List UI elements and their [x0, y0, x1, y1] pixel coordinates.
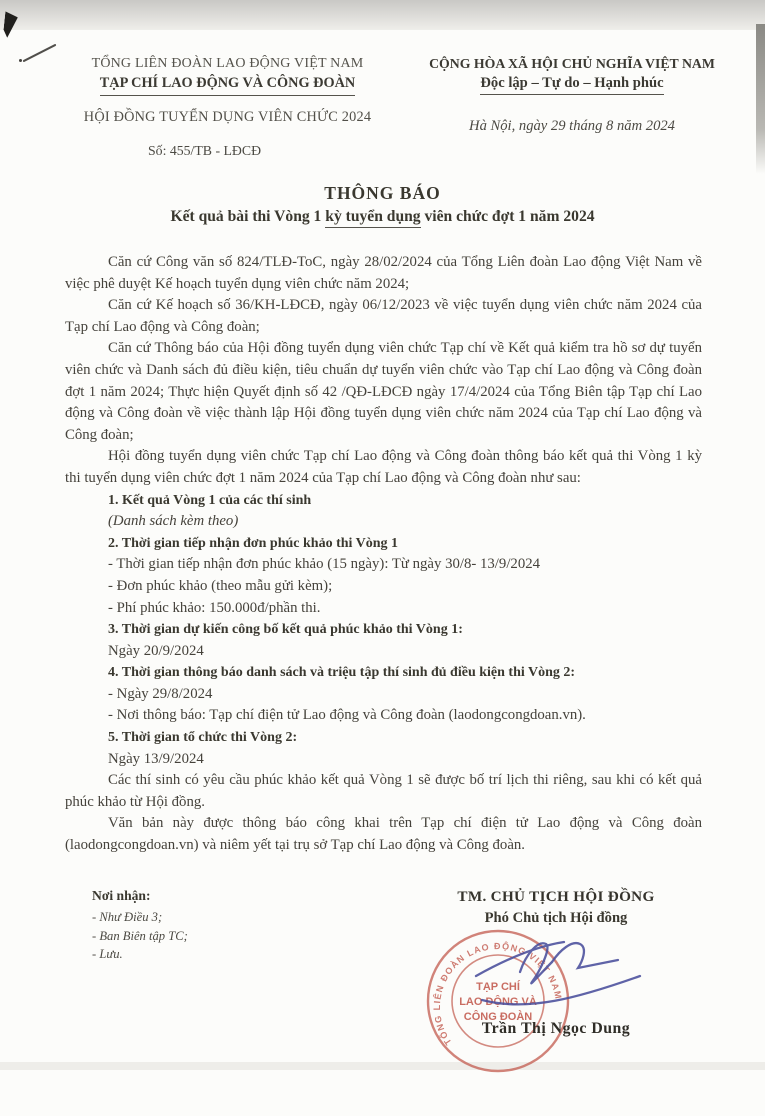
recipients-label: Nơi nhận:	[92, 888, 151, 903]
signer-name: Trần Thị Ngọc Dung	[481, 1020, 631, 1037]
national-title: CỘNG HÒA XÃ HỘI CHỦ NGHĨA VIỆT NAM	[429, 56, 715, 71]
paragraph-basis-3: Căn cứ Thông báo của Hội đồng tuyển dụng viên chức Tạp chí về Kết quả kiểm tra hồ sơ dự tuyển viên chức và Danh sách đủ điều kiện, tiêu chuẩn dự tuyển viên chức vào Tạp chí Lao động và Công đoàn đợt 1 năm 2024; Thực hiện Quyết định số 42 /QĐ-LĐCĐ ngày 17/4/2024 của Tổng Biên tập Tạp chí Lao động và Công đoàn về việc thành lập Hội đồng tuyển dụng viên chức năm 2024 của Tạp chí Lao động và Công đoàn;	[65, 340, 702, 443]
stamp-center-line-1: TẠP CHÍ	[476, 981, 520, 993]
recipient-item: - Như Điều 3;	[92, 910, 163, 924]
paragraph-basis-2: Căn cứ Kế hoạch số 36/KH-LĐCĐ, ngày 06/12/2023 về việc tuyển dụng viên chức năm 2024 của Tạp chí Lao động và Công đoàn;	[65, 297, 702, 335]
document-number: Số: 455/TB - LĐCĐ	[148, 143, 262, 158]
national-motto: Độc lập – Tự do – Hạnh phúc	[480, 75, 663, 95]
section-4-item-1: - Ngày 29/8/2024	[108, 685, 213, 702]
stamp-ring-text: TỔNG LIÊN ĐOÀN LAO ĐỘNG VIỆT NAM	[431, 941, 564, 1047]
section-5-heading: 5. Thời gian tổ chức thi Vòng 2:	[108, 730, 298, 746]
paragraph-announcement: Hội đồng tuyển dụng viên chức Tạp chí Lao động và Công đoàn thông báo kết quả thi Vòng 1 kỳ thi tuyển dụng viên chức đợt 1 năm 2024 của Tạp chí Lao động và Công đoàn như sau:	[65, 448, 702, 486]
stamp-center-line-2: LAO ĐỘNG VÀ	[459, 996, 537, 1008]
paragraph-basis-1: Căn cứ Công văn số 824/TLĐ-ToC, ngày 28/02/2024 của Tổng Liên đoàn Lao động Việt Nam về việc phê duyệt Kế hoạch tuyển dụng viên chức năm 2024;	[65, 254, 702, 292]
section-3-date: Ngày 20/9/2024	[108, 642, 204, 659]
stamp-center-line-3: CÔNG ĐOÀN	[463, 1011, 533, 1023]
scan-edge-top	[0, 0, 765, 30]
section-2-heading: 2. Thời gian tiếp nhận đơn phúc khảo thi Vòng 1	[108, 535, 399, 551]
place-date-line: Hà Nội, ngày 29 tháng 8 năm 2024	[469, 118, 675, 134]
paragraph-publication-note: Văn bản này được thông báo công khai trên Tạp chí điện tử Lao động và Công đoàn (laodongcongdoan.vn) và niêm yết tại trụ sở Tạp chí Lao động và Công đoàn.	[65, 815, 702, 854]
recipient-item: - Lưu.	[92, 947, 123, 961]
national-header-block	[405, 56, 739, 159]
recipients-block	[92, 888, 188, 964]
section-1-heading: 1. Kết quả Vòng 1 của các thí sinh	[108, 492, 312, 508]
paragraph-review-note: Các thí sinh có yêu cầu phúc khảo kết quả Vòng 1 sẽ được bố trí lịch thi riêng, sau khi có kết quả phúc khảo từ Hội đồng.	[65, 772, 702, 810]
subtitle-part-1: Kết quả bài thi Vòng 1	[170, 208, 326, 225]
signer-authority-title: TM. CHỦ TỊCH HỘI ĐỒNG	[457, 888, 655, 905]
title-block	[0, 183, 765, 226]
signature-title-block	[388, 888, 724, 927]
section-2-item-1: - Thời gian tiếp nhận đơn phúc khảo (15 ngày): Từ ngày 30/8- 13/9/2024	[108, 556, 541, 573]
subtitle-part-2: viên chức đợt 1 năm 2024	[420, 208, 595, 225]
section-2-item-2: - Đơn phúc khảo (theo mẫu gửi kèm);	[108, 577, 333, 594]
handwritten-signature	[468, 928, 678, 1023]
document-header	[50, 56, 739, 159]
section-1-note: (Danh sách kèm theo)	[108, 513, 239, 530]
council-name: HỘI ĐỒNG TUYỂN DỤNG VIÊN CHỨC 2024	[83, 109, 372, 125]
scan-edge-right	[756, 24, 765, 174]
document-subtitle	[0, 208, 765, 226]
section-2-item-3: - Phí phúc khảo: 150.000đ/phần thi.	[108, 599, 321, 616]
recipient-item: - Ban Biên tập TC;	[92, 928, 188, 943]
section-4-heading: 4. Thời gian thông báo danh sách và triệu tập thí sinh đủ điều kiện thi Vòng 2:	[108, 665, 576, 681]
document-title: THÔNG BÁO	[324, 183, 441, 203]
document-body	[65, 252, 702, 857]
section-5-date: Ngày 13/9/2024	[108, 750, 204, 767]
pen-dot-artifact	[19, 59, 22, 62]
subtitle-underlined-part: kỳ tuyển dụng	[325, 208, 420, 228]
org-name: TẠP CHÍ LAO ĐỘNG VÀ CÔNG ĐOÀN	[100, 75, 356, 96]
issuing-org-block	[50, 56, 405, 159]
section-4-item-2: - Nơi thông báo: Tạp chí điện tử Lao động và Công đoàn (laodongcongdoan.vn).	[108, 707, 586, 724]
section-3-heading: 3. Thời gian dự kiến công bố kết quả phúc khảo thi Vòng 1:	[108, 622, 463, 638]
signer-position-title: Phó Chủ tịch Hội đồng	[484, 910, 628, 926]
scan-streak-bottom	[0, 1062, 765, 1070]
parent-org-name: TỔNG LIÊN ĐOÀN LAO ĐỘNG VIỆT NAM	[91, 56, 364, 71]
